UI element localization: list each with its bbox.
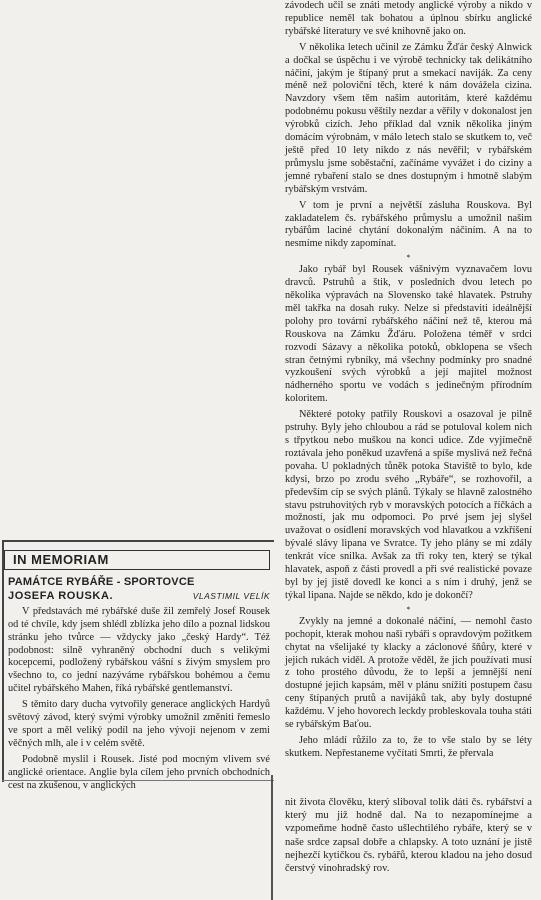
frame-rule-right bbox=[271, 775, 273, 900]
article-subtitle: PAMÁTCE RYBÁŘE - SPORTOVCE bbox=[8, 576, 195, 588]
article-paragraph: V představách mé rybářské duše žil zemřelý Josef Rousek od té chvíle, kdy jsem shlédl zblízka jeho dílo a poznal lidskou stránku jeho tvůrce — vždycky jako „český Hardy“. Též podobnost: silně vyhraněný obchodní duch s velikými kocepcemi, podložený rybářskou vášní s živým smyslem pro všechno to, co jední nazýváme rybářskou bohémou a čemu učitel rybářského Mahen, říká rybářské gentlemanství. bbox=[8, 605, 270, 695]
title-line bbox=[8, 590, 270, 603]
article-paragraph: závodech učil se znáti metody anglické výroby a nikdo v republice neměl tak bohatou a úplnou sbírku anglické rybářské literatury ve své knihovně jako on. bbox=[285, 0, 532, 37]
article-paragraph: V několika letech učinil ze Zámku Žďár český Alnwick a dočkal se úspěchu i ve výrobě technicky tak delikátního náčiní, jakým je štípaný prut a smekací naviják. Za ceny méně než poloviční těch, které k nám dovážela cizina. Navzdory všem těm našim autoritám, které každému podobnému pokusu věštily nezdar a věřily v dokonalost jen výrobků cizích. Jeho příklad dal vznik několika jiným domácím výrobnám, v málo letech stalo se skutkem to, več ještě před 10 lety nikdo z nás nevěřil; v rybářském průmyslu jsme soběstační, začínáme vyvážet i do ciziny a jemné rybaření stalo se dnes dostupným i hmotně slabým rybářským vrstvám. bbox=[285, 41, 532, 195]
article-continuation bbox=[285, 796, 532, 878]
article-paragraph: S těmito dary ducha vytvořily generace anglických Hardyů světový závod, který svými výrobky umožnil změniti řemeslo ve sport a měl veliký podíl na jeho vývoji nejenom v zemi věčných mlh, ale i v celém světě. bbox=[8, 699, 270, 749]
frame-rule-top bbox=[2, 540, 274, 542]
article-right-column bbox=[285, 0, 532, 764]
article-paragraph: Zvykly na jemné a dokonalé náčiní, — nemohl často pochopit, kterak mohou naši rybáři s opravdovým požitkem chytat na všelijaké ty klacky a záclonové šňůry, které v jejich rukách viděl. A protože věděl, že jich používati musí z toho prostého důvodu, že to lepší a jemnější není dostupné jejich kapsám, měl v plánu snížiti postupem času ceny štípaných prutů a navijáků tak, aby byly dostupné každému. V jeho hovorech leckdy probleskovala touha státi se rybářským Baťou. bbox=[285, 615, 532, 731]
article-paragraph: Některé potoky patřily Rouskovi a osazoval je pilně pstruhy. Byly jeho chloubou a rád se potuloval kolem nich s třpytkou nebo muškou na konci udice. Zde vyjímečně roztávala jeho poněkud uzavřená a spíše myslivá než řečná povaha. U pokladných tůněk potoka Staviště to bylo, kde kdysi, brzo po zrodu svého „Rybáře“, se rozhovořil, a především cíp se svých plánů. Týkaly se hlavně zalostného stavu pstruhovitých ryb v moravských potocích a říčkách a možností, jak mu odpomoci. Po prvé jsem jej slyšel uvažovat o osídlení moravských vod hlavatkou a vzkříšení bývalé slávy lipana ve Svratce. Ty jeho plány se mi zdály tenkrát více snilka. Avšak za tři roky ten, který se týkal hlavatek, aspoň z části provedl a při své realistické povaze byl by jej jistě dovedl ke konci a s ním i druhý, jenž se týkal lipana. Najde se někdo, kdo je dokončí? bbox=[285, 409, 532, 601]
article-paragraph: Jeho mládí růžilo za to, že to vše stalo by se léty skutkem. Nepřestaneme vyčítati Smrti, že přervala bbox=[285, 734, 532, 759]
article-paragraph: Podobně myslil i Rousek. Jisté pod mocným vlivem své anglické orientace. Anglie byla cílem jeho prvních obchodních cest na zkušenou, v anglických bbox=[8, 753, 270, 791]
article-title: JOSEFA ROUSKA. bbox=[8, 589, 114, 602]
author-byline: VLASTIMIL VELÍK bbox=[192, 590, 270, 601]
frame-rule-left bbox=[2, 540, 4, 782]
section-header: IN MEMORIAM bbox=[4, 550, 270, 570]
article-left-column bbox=[8, 548, 270, 796]
section-separator: * bbox=[406, 604, 411, 614]
article-paragraph: nit života člověku, který sliboval tolik dáti čs. rybářství a který mu již hodně dal. Na to nezapomínejme a vzpomeňme hodně často ušlechtilého rybáře, který se v naše srdce zapsal dobře a chlapsky. A toto uznání je jistě nejhezčí kytičkou čs. rybářů, kterou kladou na jeho dosud čerstvý vinohradský rov. bbox=[285, 797, 532, 875]
section-separator: * bbox=[406, 253, 411, 263]
article-paragraph: V tom je první a největší zásluha Rouskova. Byl zakladatelem čs. rybářského průmyslu a umožnil našim rybářům laciné chytání dokonalým náčiním. A na to nesmíme nikdy zapomínat. bbox=[285, 199, 532, 250]
article-paragraph: Jako rybář byl Rousek vášnivým vyznavačem lovu dravců. Pstruhů a štik, v posledních dvou letech po několika výpravách na Slovensko také hlavatek. Pstruhy měl takřka na dosah ruky. Nelze si představiti ideálnější polohy pro tovární rybářského náčiní než tě, kterou má Rouskova na Zámku Žďáru. Položena téměř v srdci rozvodí Sázavy a několika potoků, obklopena se všech stran četnými rybníky, má všechny podmínky pro snadné vyzkoušení svých výrobků a její majitel možnost nádherného sportu ve vodách s jedinečným přírodním koloritem. bbox=[285, 264, 532, 405]
